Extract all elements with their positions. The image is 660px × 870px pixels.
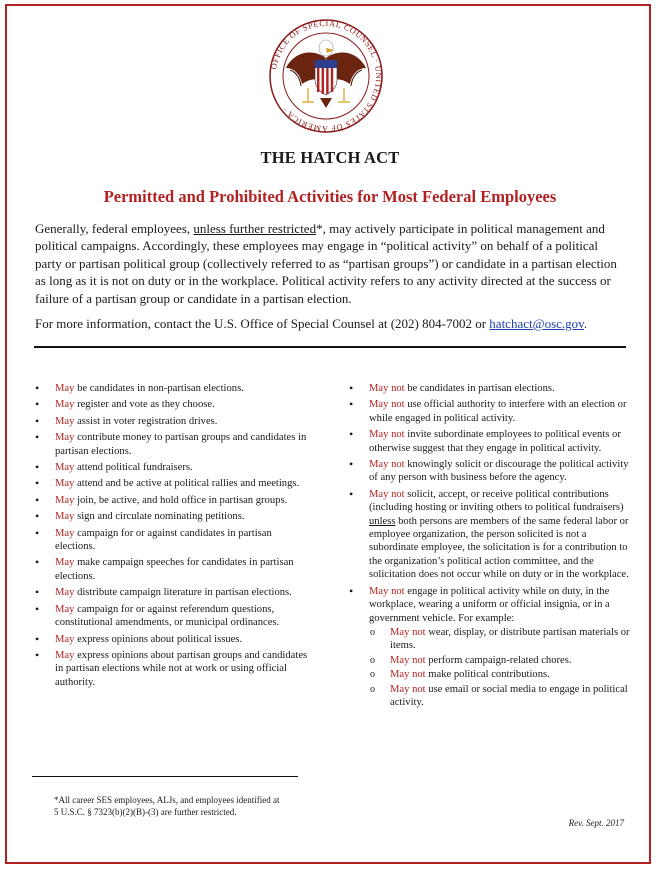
seal-ring-text: OFFICE OF SPECIAL COUNSEL · UNITED STATES OF AMERICA · [269,18,384,134]
permitted-column [34,382,312,692]
section-divider [34,346,626,348]
list-item: • May be candidates in non-partisan elections. [35,381,244,395]
list-item: • May not knowingly solicit or discourage the political activity of any person with business before the agency. [349,457,629,484]
email-link[interactable]: hatchact@osc.gov [489,316,584,331]
contact-line: For more information, contact the U.S. Office of Special Counsel at (202) 804-7002 or hatchact@osc.gov. [35,316,588,331]
revision-date: Rev. Sept. 2017 [568,818,624,828]
unless-underlined: unless [369,515,396,527]
list-item: • May not solicit, accept, or receive political contributions (including hosting or inviting others to political fundraisers) unless both persons are members of the same federal labor or employee organization, the person solicited is not a subordinate employee, the solicitation is for a contribution to the organization’s political action committee, and the solicitation does not occur while on duty or in the workplace. [349,486,629,581]
footnote: *All career SES employees, ALJs, and employees identified at 5 U.S.C. § 7323(b)(2)(B)-(3) are further restricted. [54,795,280,817]
unless-further-restricted: unless further restricted [193,221,317,236]
prohibited-column [348,382,630,712]
intro-paragraph: Generally, federal employees, unless further restricted*, may actively participate in political management and political campaigns. Accordingly, these employees may engage in “political activity” on behalf of a political party or partisan political group (collectively referred to as “partisan groups”) or candidate in a partisan election as long as it is not on duty or in the workplace. Political activity refers to any activity directed at the success or failure of a partisan group or candidate in a partisan election. [35,221,617,306]
sub-list-item: o May not perform campaign-related chores. [370,654,572,666]
list-item: • May assist in voter registration drives. [35,413,218,428]
list-item: • May not engage in political activity while on duty, in the workplace, wearing a uniform or official insignia, or in a government vehicle. For example: o May not wear, display, or distribute partisan materials or items. o May not perform campaign-related chores. o May not make political contributions. o May not use email or social media to engage in political activity. [349,583,630,708]
list-item: • May campaign for or against referendum questions, constitutional amendments, or municipal ordinances. [35,601,280,629]
page-title: THE HATCH ACT [260,148,400,167]
example-sublist [369,626,630,709]
list-item: • May register and vote as they choose. [35,397,215,412]
permitted-list [34,382,312,689]
footnote-divider [32,776,298,777]
list-item: • May distribute campaign literature in partisan elections. [35,585,292,600]
sub-list-item: o May not make political contributions. [370,669,550,681]
list-item: • May contribute money to partisan groups and candidates in partisan elections. [35,430,307,457]
sub-list-item: o May not wear, display, or distribute partisan materials or items. [370,626,630,652]
list-item: • May attend and be active at political rallies and meetings. [35,476,300,491]
list-item: • May campaign for or against candidates in partisan elections. [35,525,272,553]
sub-list-item: o May not use email or social media to engage in political activity. [370,683,628,708]
list-item: • May express opinions about partisan groups and candidates in partisan elections while not at work or using official authority. [35,647,308,688]
list-item: • May make campaign speeches for candidates in partisan elections. [35,555,294,582]
list-item: • May express opinions about political issues. [35,631,243,646]
list-item: • May not be candidates in partisan elections. [349,381,555,395]
list-item: • May not invite subordinate employees to political events or otherwise suggest that they engage in political activity. [349,427,621,454]
list-item: • May attend political fundraisers. [35,460,193,475]
list-item: • May join, be active, and hold office in partisan groups. [35,492,288,507]
list-item: • May not use official authority to interfere with an election or while engaged in political activity. [349,397,627,424]
page-subtitle: Permitted and Prohibited Activities for Most Federal Employees [103,187,557,206]
list-item: • May sign and circulate nominating petitions. [35,509,245,524]
prohibited-list [348,382,630,709]
osc-seal-logo [264,18,388,134]
